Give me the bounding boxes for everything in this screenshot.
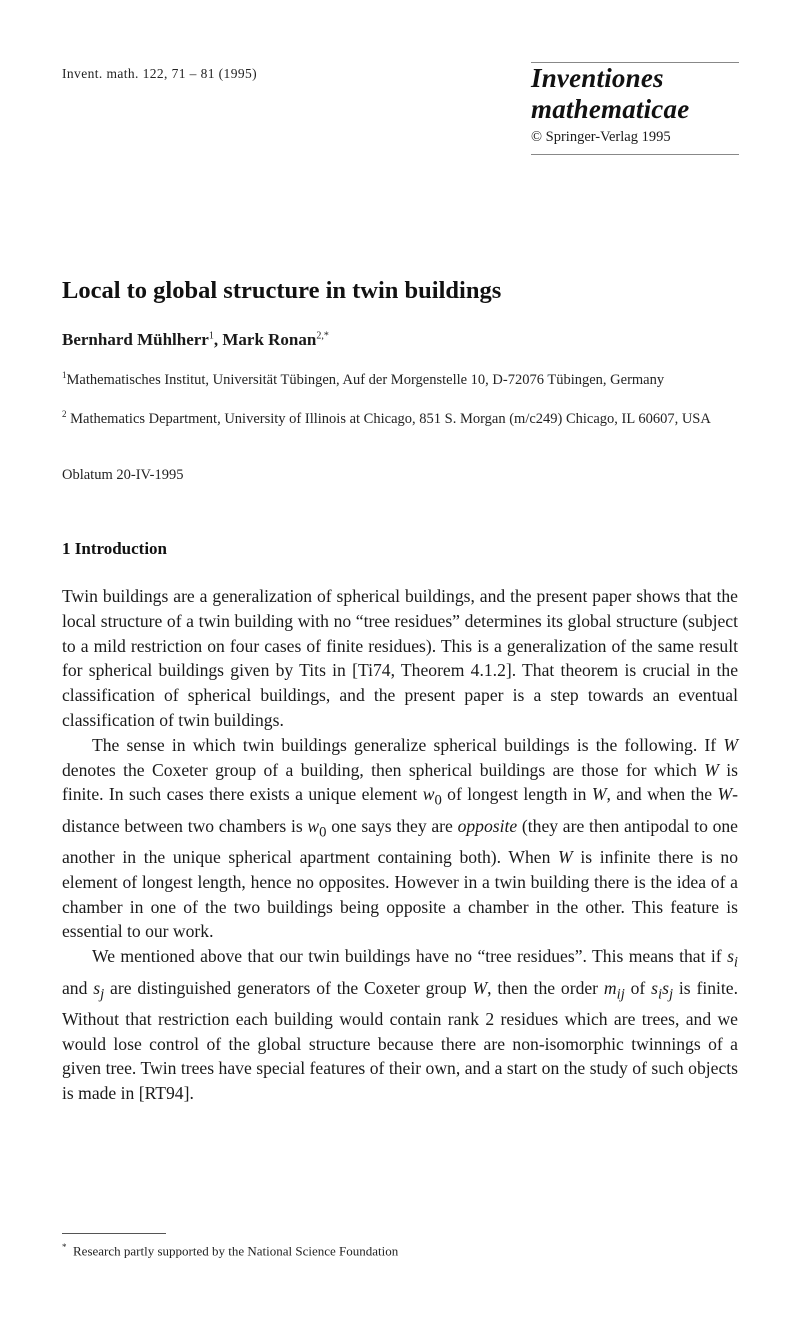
paragraph: Twin buildings are a generalization of spherical buildings, and the present paper shows that the local structure of a twin building with no “tree residues” determines its global structure (subject to a mild restriction on four cases of finite residues). This is a generalization of the same result for spherical buildings given by Tits in [Ti74, Theorem 4.1.2]. That theorem is crucial in the classification of spherical buildings, and the present paper is a step towards an eventual classification of twin buildings. [62, 586, 738, 730]
author-name: Bernhard Mühlherr [62, 330, 209, 349]
affiliation-mark: 2,* [316, 330, 329, 342]
masthead-bottom-rule [531, 154, 739, 155]
affiliation-mark: 1 [208, 330, 214, 342]
journal-name-line2: mathematicae [531, 94, 690, 124]
journal-citation: Invent. math. 122, 71 – 81 (1995) [62, 66, 258, 81]
journal-masthead [531, 62, 741, 155]
section-heading: 1 Introduction [62, 539, 168, 558]
affiliation-mark: 2 [62, 409, 67, 419]
received-date: Oblatum 20-IV-1995 [62, 467, 184, 483]
footnote-mark: * [62, 1242, 67, 1252]
journal-name-line1: Inventiones [531, 63, 664, 93]
body-text [62, 584, 738, 1106]
paragraph: We mentioned above that our twin buildings have no “tree residues”. This means that if $s_i$ and $s_j$ are distinguished generators of the Coxeter group W, then the order $m_{ij}$ of $s_is_j$ is finite. Without that restriction each building would contain rank 2 residues which are trees, and we would lose control of the global structure because there are non-isomorphic twinnings of a given tree. Twin trees have special features of their own, and a start on the study of such objects is made in [RT94]. [62, 946, 739, 1104]
footnote-rule [62, 1233, 166, 1234]
paragraph: The sense in which twin buildings generalize spherical buildings is the following. If W denotes the Coxeter group of a building, then spherical buildings are those for which W is finite. In such cases there exists a unique element $w_0$ of longest length in W, and when the W-distance between two chambers is $w_0$ one says they are opposite (they are then antipodal to one another in the unique spherical apartment containing both). When W is infinite there is no element of longest length, hence no opposites. However in a twin building there is the idea of a chamber in one of the two buildings being opposite a chamber in the other. This feature is essential to our work. [62, 734, 738, 942]
copyright-notice: © Springer-Verlag 1995 [531, 129, 671, 145]
paper-title: Local to global structure in twin buildings [62, 277, 502, 304]
affiliation-2 [62, 405, 738, 429]
affiliation-text: Mathematisches Institut, Universität Tübingen, Auf der Morgenstelle 10, D-72076 Tübingen, Germany [66, 371, 665, 388]
author-name: Mark Ronan [222, 330, 317, 349]
affiliation-1 [62, 366, 738, 390]
affiliation-mark: 1 [62, 370, 67, 380]
author-list: Bernhard Mühlherr$^1$, Mark Ronan$^{2,*}$ [62, 330, 329, 349]
affiliation-text: Mathematics Department, University of Illinois at Chicago, 851 S. Morgan (m/c249) Chicago, IL 60607, USA [70, 410, 711, 427]
emphasis: opposite [457, 815, 518, 836]
footnote [62, 1242, 398, 1259]
footnote-text: Research partly supported by the National Science Foundation [73, 1243, 399, 1259]
